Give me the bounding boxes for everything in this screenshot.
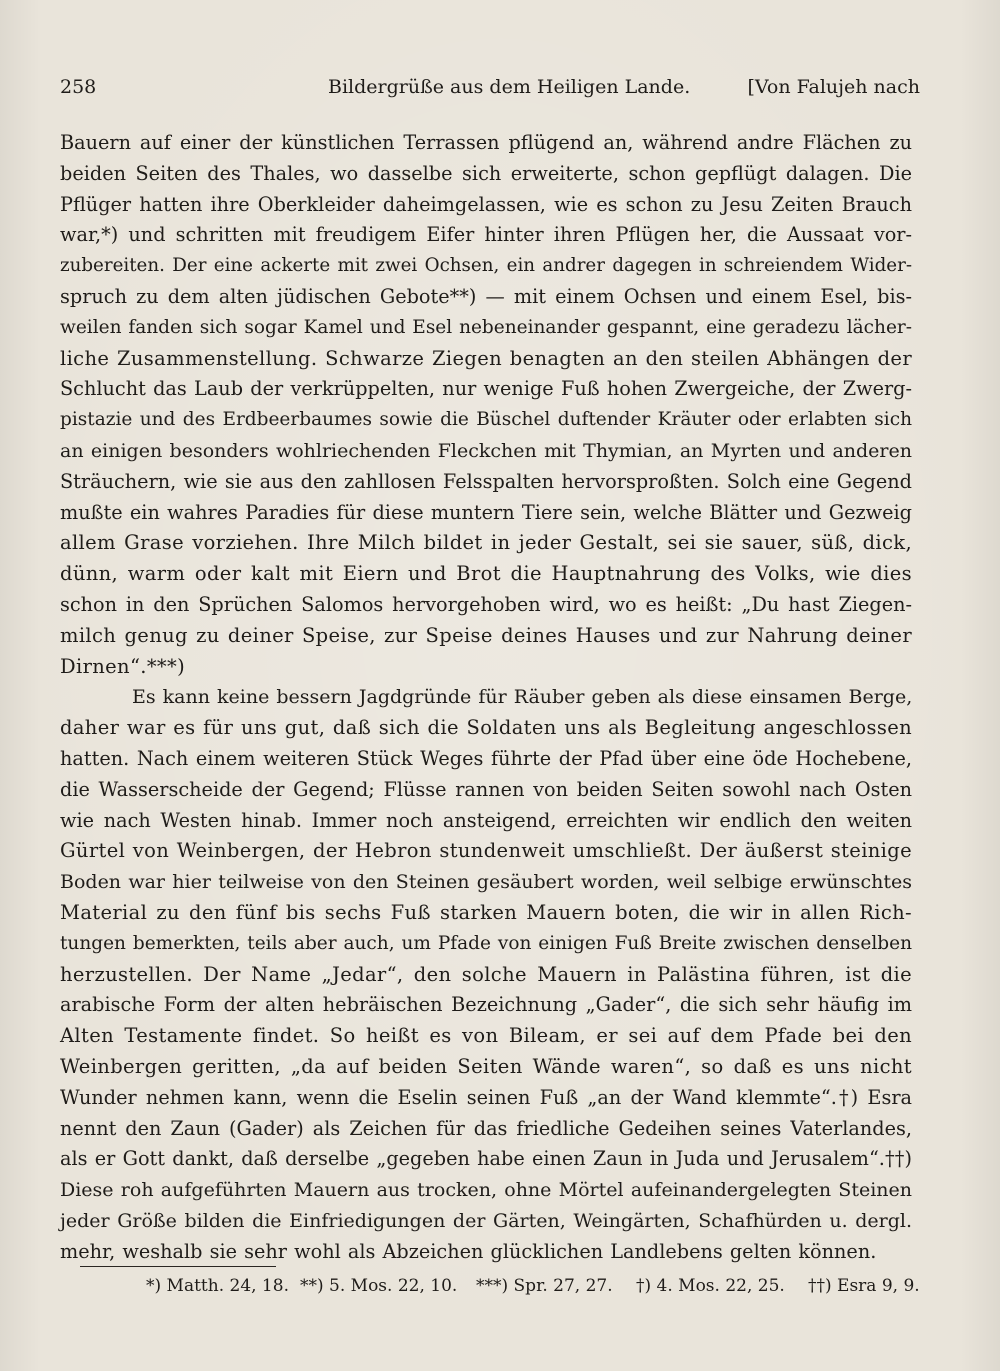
- text-line: tungen bemerkten, teils aber auch, um Pfade von einigen Fuß Breite zwischen denselben: [60, 932, 912, 954]
- text-line: Diese roh aufgeführten Mauern aus trocken, ohne Mörtel aufeinandergelegten Steinen: [60, 1179, 912, 1202]
- running-header: [60, 76, 920, 106]
- footnote-1: *) Matth. 24, 18.: [146, 1276, 289, 1296]
- text-line: liche Zusammenstellung. Schwarze Ziegen benagten an den steilen Abhängen der: [60, 346, 912, 370]
- text-line: die Wasserscheide der Gegend; Flüsse rannen von beiden Seiten sowohl nach Osten: [60, 777, 912, 801]
- text-line: zubereiten. Der eine ackerte mit zwei Ochsen, ein andrer dagegen in schreiendem Wider-: [60, 255, 912, 277]
- text-line: allem Grase vorziehen. Ihre Milch bildet in jeder Gestalt, sei sie sauer, süß, dick,: [60, 531, 912, 555]
- text-line: weilen fanden sich sogar Kamel und Esel nebeneinander gespannt, eine geradezu lächer-: [60, 316, 912, 338]
- text-line: Bauern auf einer der künstlichen Terrassen pflügend an, während andre Flächen zu: [60, 131, 912, 154]
- paragraph-1: [60, 128, 912, 682]
- footnote-5: ††) Esra 9, 9.: [808, 1276, 920, 1296]
- text-line: Es kann keine bessern Jagdgründe für Räuber geben als diese einsamen Berge,: [132, 686, 913, 709]
- text-line: mehr, weshalb sie sehr wohl als Abzeichen glücklichen Landlebens gelten können.: [60, 1239, 877, 1263]
- text-line: milch genug zu deiner Speise, zur Speise deines Hauses und zur Nahrung deiner: [60, 623, 912, 647]
- text-line: herzustellen. Der Name „Jedar“, den solche Mauern in Palästina führen, ist die: [60, 962, 912, 986]
- footnote-divider: [80, 1266, 276, 1267]
- footnote-2: **) 5. Mos. 22, 10.: [300, 1276, 458, 1296]
- text-line: Boden war hier teilweise von den Steinen gesäubert worden, weil selbige erwünschtes: [60, 871, 912, 894]
- text-line: beiden Seiten des Thales, wo dasselbe sich erweiterte, schon gepflügt dalagen. Die: [60, 161, 912, 185]
- text-line: daher war es für uns gut, daß sich die Soldaten uns als Begleitung angeschlossen: [60, 716, 912, 740]
- text-line: spruch zu dem alten jüdischen Gebote**) — mit einem Ochsen und einem Esel, bis-: [60, 284, 912, 308]
- paragraph-2: [60, 682, 912, 1267]
- text-line: Wunder nehmen kann, wenn die Eselin seinen Fuß „an der Wand klemmte“.†) Esra: [60, 1085, 912, 1109]
- page-number: 258: [60, 76, 97, 98]
- text-line: dünn, warm oder kalt mit Eiern und Brot die Hauptnahrung des Volks, wie dies: [60, 562, 912, 586]
- text-line: war,*) und schritten mit freudigem Eifer hinter ihren Pflügen her, die Aussaat vor-: [60, 223, 912, 247]
- body-text: [60, 128, 912, 1267]
- text-line: Dirnen“.***): [60, 654, 186, 678]
- text-line: Gürtel von Weinbergen, der Hebron stundenweit umschließt. Der äußerst steinige: [60, 839, 912, 863]
- text-line: Pflüger hatten ihre Oberkleider daheimgelassen, wie es schon zu Jesu Zeiten Brauch: [60, 192, 912, 216]
- footnote-3: ***) Spr. 27, 27.: [476, 1276, 613, 1296]
- text-line: an einigen besonders wohlriechenden Fleckchen mit Thymian, an Myrten und anderen: [60, 439, 912, 462]
- text-line: arabische Form der alten hebräischen Bezeichnung „Gader“, die sich sehr häufig im: [60, 993, 912, 1017]
- running-title: Bildergrüße aus dem Heiligen Lande.: [328, 76, 691, 98]
- text-line: hatten. Nach einem weiteren Stück Weges führte der Pfad über eine öde Hochebene,: [60, 746, 912, 770]
- text-line: Material zu den fünf bis sechs Fuß starken Mauern boten, die wir in allen Rich-: [60, 900, 912, 924]
- running-section-title: [Von Falujeh nach: [747, 76, 920, 98]
- text-line: jeder Größe bilden die Einfriedigungen der Gärten, Weingärten, Schafhürden u. dergl.: [60, 1209, 912, 1232]
- footnote-4: †) 4. Mos. 22, 25.: [636, 1276, 785, 1296]
- text-line: pistazie und des Erdbeerbaumes sowie die Büschel duftender Kräuter oder erlabten sich: [60, 409, 912, 431]
- text-line: Weinbergen geritten, „da auf beiden Seiten Wände waren“, so daß es uns nicht: [60, 1054, 912, 1078]
- footnotes: [0, 1276, 1000, 1304]
- text-line: wie nach Westen hinab. Immer noch ansteigend, erreichten wir endlich den weiten: [60, 808, 912, 832]
- text-line: nennt den Zaun (Gader) als Zeichen für das friedliche Gedeihen seines Vaterlandes,: [60, 1116, 912, 1140]
- text-line: schon in den Sprüchen Salomos hervorgehoben wird, wo es heißt: „Du hast Ziegen-: [60, 592, 912, 616]
- text-line: Schlucht das Laub der verkrüppelten, nur wenige Fuß hohen Zwergeiche, der Zwerg-: [60, 377, 912, 401]
- text-line: Sträuchern, wie sie aus den zahllosen Felsspalten hervorsproßten. Solch eine Gegend: [60, 469, 912, 493]
- text-line: als er Gott dankt, daß derselbe „gegeben habe einen Zaun in Juda und Jerusalem“.††): [60, 1147, 912, 1171]
- text-line: mußte ein wahres Paradies für diese muntern Tiere sein, welche Blätter und Gezweig: [60, 500, 912, 524]
- text-line: Alten Testamente findet. So heißt es von Bileam, er sei auf dem Pfade bei den: [60, 1024, 912, 1048]
